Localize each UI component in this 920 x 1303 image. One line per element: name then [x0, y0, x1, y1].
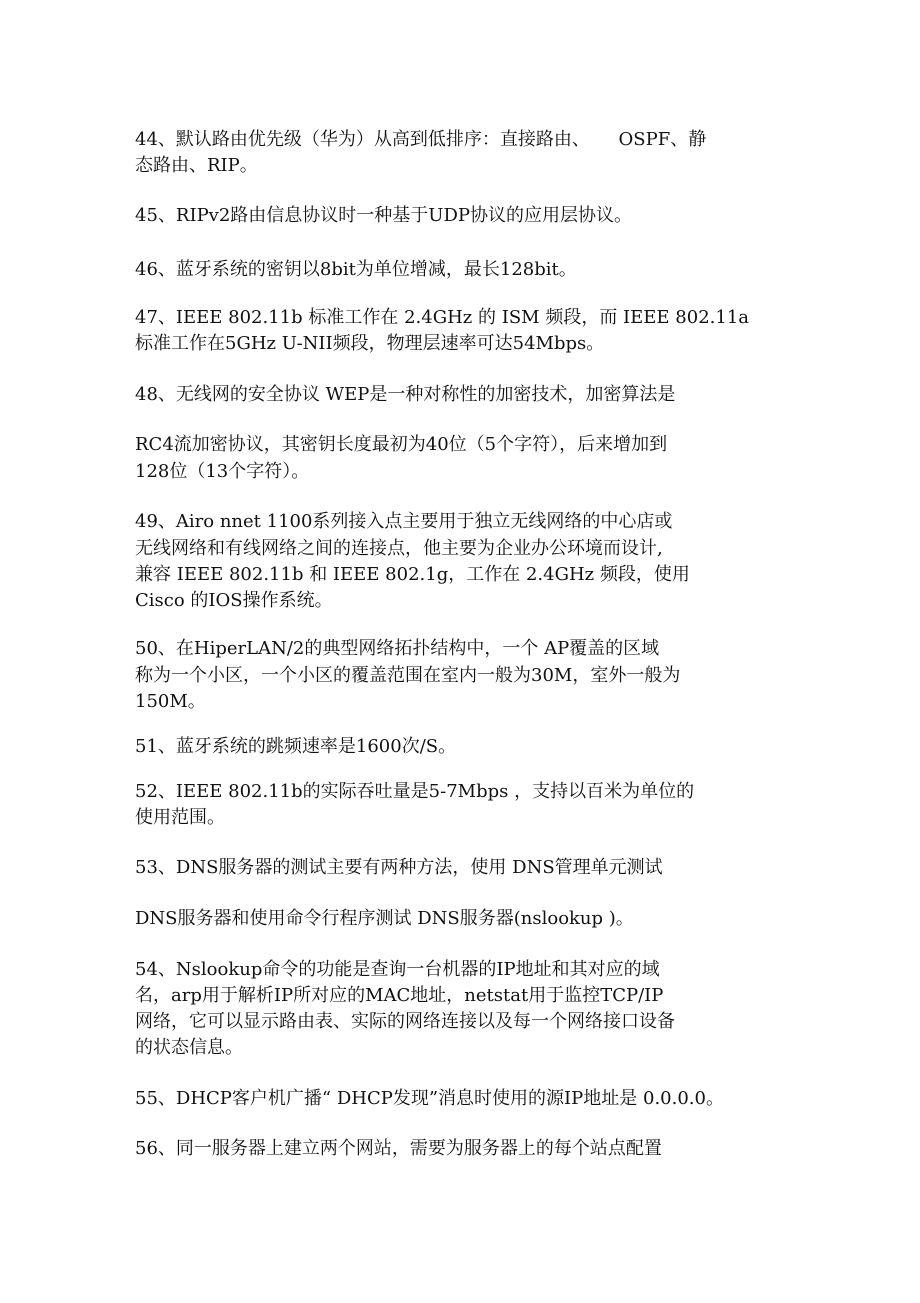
item-54-line-4: 的状态信息。 — [135, 1037, 243, 1058]
item-48-line-3: 128位（13个字符）。 — [135, 461, 310, 482]
item-54-line-2: 名，arp用于解析IP所对应的MAC地址，netstat用于监控TCP/IP — [135, 985, 664, 1006]
item-54-line-1: 54、Nslookup命令的功能是查询一台机器的IP地址和其对应的域 — [135, 959, 660, 980]
item-44-line-1: 44、默认路由优先级（华为）从高到低排序：直接路由、 OSPF、静 — [135, 129, 707, 150]
item-53-line-2: DNS服务器和使用命令行程序测试 DNS服务器(nslookup )。 — [135, 908, 634, 929]
item-52-line-1: 52、IEEE 802.11b的实际吞吐量是5-7Mbps ，支持以百米为单位的 — [135, 781, 695, 802]
item-45-line-1: 45、RIPv2路由信息协议时一种基于UDP协议的应用层协议。 — [135, 205, 633, 226]
item-48-line-2: RC4流加密协议，其密钥长度最初为40位（5个字符），后来增加到 — [135, 434, 668, 455]
item-47-line-1: 47、IEEE 802.11b 标准工作在 2.4GHz 的 ISM 频段，而 IEEE 802.11a — [135, 307, 750, 328]
item-55-line-1: 55、DHCP客户机广播“ DHCP发现”消息时使用的源IP地址是 0.0.0.0。 — [135, 1088, 724, 1109]
item-50-line-1: 50、在HiperLAN/2的典型网络拓扑结构中，一个 AP覆盖的区域 — [135, 638, 660, 659]
item-50-line-2: 称为一个小区，一个小区的覆盖范围在室内一般为30M，室外一般为 — [135, 665, 681, 686]
item-49-line-3: 兼容 IEEE 802.11b 和 IEEE 802.1g，工作在 2.4GHz 频段，使用 — [135, 564, 690, 585]
item-50-line-3: 150M。 — [135, 691, 206, 712]
item-44-line-2: 态路由、RIP。 — [135, 155, 258, 176]
item-56-line-1: 56、同一服务器上建立两个网站，需要为服务器上的每个站点配置 — [135, 1138, 662, 1159]
item-49-line-4: Cisco 的IOS操作系统。 — [135, 590, 333, 611]
item-52-line-2: 使用范围。 — [135, 807, 225, 828]
item-48-line-1: 48、无线网的安全协议 WEP是一种对称性的加密技术，加密算法是 — [135, 384, 676, 405]
item-54-line-3: 网络，它可以显示路由表、实际的网络连接以及每一个网络接口设备 — [135, 1011, 675, 1032]
item-53-line-1: 53、DNS服务器的测试主要有两种方法，使用 DNS管理单元测试 — [135, 857, 663, 878]
item-47-line-2: 标准工作在5GHz U-NII频段，物理层速率可达54Mbps。 — [135, 333, 605, 354]
item-49-line-1: 49、Airo nnet 1100系列接入点主要用于独立无线网络的中心店或 — [135, 511, 673, 532]
item-46-line-1: 46、蓝牙系统的密钥以8bit为单位增减，最长128bit。 — [135, 259, 577, 280]
item-49-line-2: 无线网络和有线网络之间的连接点，他主要为企业办公环境而设计, — [135, 538, 663, 559]
item-51-line-1: 51、蓝牙系统的跳频速率是1600次/S。 — [135, 736, 457, 757]
